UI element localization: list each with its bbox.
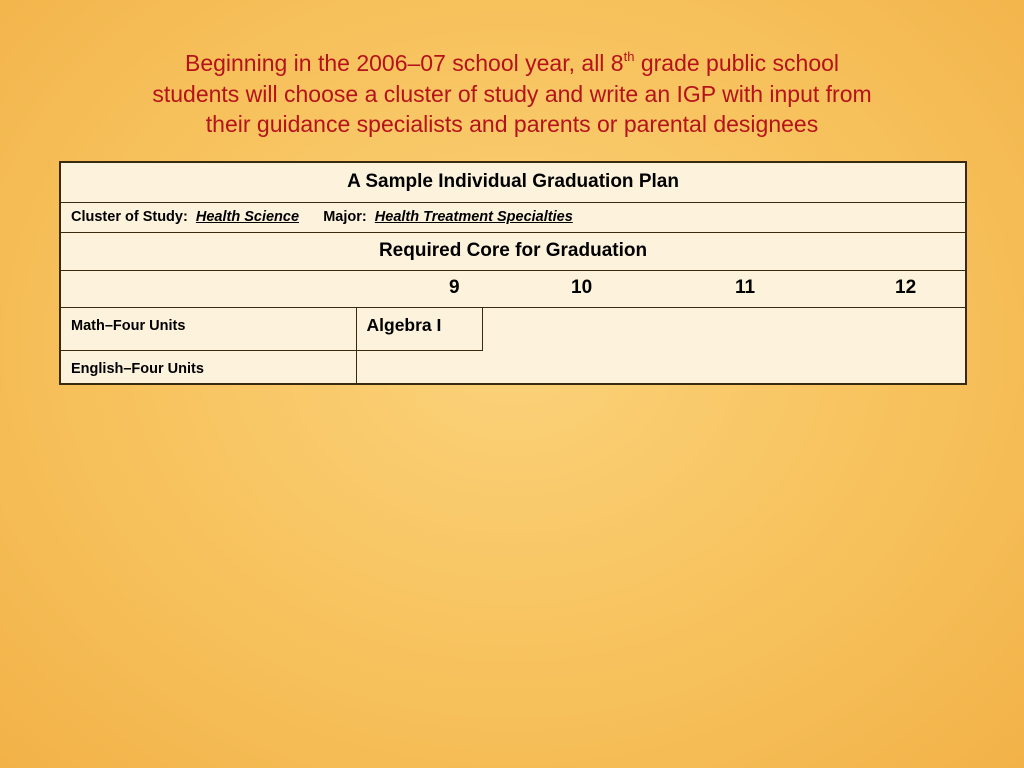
- core-heading: Required Core for Graduation: [60, 232, 966, 270]
- cluster-label: Cluster of Study:: [71, 209, 188, 225]
- grade-9: 9: [449, 276, 460, 298]
- core-heading-row: [60, 232, 966, 270]
- table-row: [60, 307, 966, 350]
- graduation-plan-table: [59, 161, 967, 385]
- subject-math: Math–Four Units: [60, 307, 356, 350]
- headline-superscript: th: [623, 49, 635, 64]
- table-title: A Sample Individual Graduation Plan: [60, 162, 966, 202]
- course-cell: Algebra I: [356, 307, 482, 350]
- table-title-row: [60, 162, 966, 202]
- headline-line3: their guidance specialists and parents or parental designees: [205, 111, 819, 137]
- headline-line1-end: grade public school: [634, 50, 840, 76]
- headline-line2: students will choose a cluster of study and write an IGP with input from: [152, 80, 872, 107]
- cluster-value: Health Science: [195, 209, 300, 225]
- headline: [60, 48, 964, 140]
- grade-12: 12: [895, 276, 917, 298]
- grade-10: 10: [571, 276, 593, 298]
- headline-line1-start: Beginning in the 2006–07 school year, all 8: [184, 50, 624, 76]
- subject-english: English–Four Units: [60, 350, 356, 384]
- table-row: [60, 350, 966, 384]
- cluster-row: [60, 202, 966, 232]
- major-label: Major:: [323, 209, 367, 225]
- grade-header-row: [60, 270, 966, 307]
- grade-11: 11: [735, 276, 756, 298]
- major-value: Health Treatment Specialties: [374, 209, 573, 225]
